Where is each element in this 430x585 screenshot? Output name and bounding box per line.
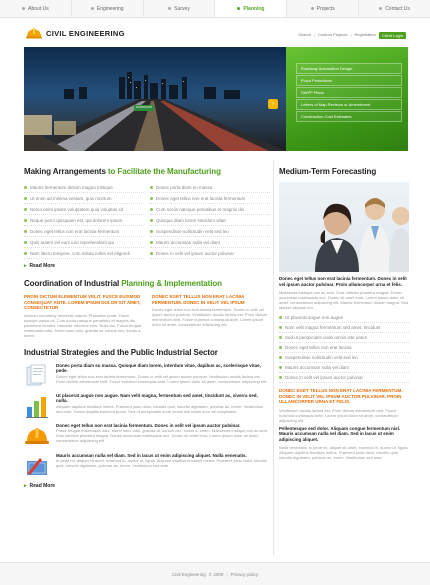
strategy-item: Mauris accumsan nulla vel diam. Sed in lacus ut enim adipiscing aliquet. Nulla venenatis. In pede mi, aliquet sit amet, euismod in, auctor ut, ligula. Aliquam dapibus tincidunt metus. Praesent justo dolor, lobortis quis, lobortis dignissim, pulvinar ac, lorem. Vestibulum sed ante. [24, 453, 270, 479]
business-people-photo [279, 182, 409, 272]
list-item[interactable]: Neque porro quisquam est, qui dolorem ipsum [24, 215, 144, 226]
bullet-icon [379, 7, 382, 10]
nav-item-projects[interactable]: Projects [287, 0, 359, 17]
strategies-list [24, 363, 270, 479]
bullet-icon [24, 208, 27, 211]
sidebar-list-item[interactable]: Nam velit magna fermentum sed amet, tincidunt [279, 323, 409, 333]
hard-hat-icon [26, 27, 42, 39]
sidebar-list-item[interactable]: Mauris accumsan nulla vel diam [279, 363, 409, 373]
bullet-icon [311, 7, 314, 10]
section-title-arrangements: Making Arrangements to Facilitate the Manufacturing [24, 167, 221, 176]
sidebar-list-item[interactable]: Suspendisse sollicitudin velit sed leo [279, 353, 409, 363]
client-login-button[interactable]: Client Login [379, 32, 406, 39]
read-more-link[interactable]: ▸ Read More [24, 263, 56, 269]
section-title-coordination: Coordination of Industrial Planning & Implementation [24, 279, 222, 288]
list-item[interactable]: Donec porta diam eu massa [150, 182, 270, 193]
header [0, 18, 430, 48]
header-links: Search | Custom Projects | Registration Client Login [298, 32, 406, 39]
coordination-block-right: DONEC EGET TELLUS NON ERAT LACINIA FERMENTUM. DONEC IN VELIT VEL IPSUM Donec eget tellus non erat lacinia fermentum. Donec in velit vel ipsum auctor pulvinar. Vestibulum iaculis lacinia est. Proin dictum elementum velit. Fusce euismod consequat ante. Lorem ipsum dolor sit amet, consectetuer adipiscing elit. [152, 294, 268, 327]
bullet-icon [24, 230, 27, 233]
bullet-icon [279, 376, 282, 379]
header-link-registration[interactable]: Registration [354, 32, 376, 37]
header-link-custom-projects[interactable]: Custom Projects [318, 32, 348, 37]
bullet-icon [279, 336, 282, 339]
bar-chart-icon [24, 393, 50, 419]
bullet-icon [24, 219, 27, 222]
banner-item[interactable]: Construction Cost Estimates [296, 111, 402, 122]
bullet-icon [150, 197, 153, 200]
column-divider [273, 160, 274, 555]
bullet-icon [150, 186, 153, 189]
arrangements-lists [24, 182, 270, 259]
header-link-search[interactable]: Search [298, 32, 312, 37]
hard-hat-icon [24, 423, 50, 449]
main-content [24, 160, 270, 489]
bullet-icon [150, 219, 153, 222]
privacy-policy-link[interactable]: Privacy policy [230, 571, 259, 577]
arrow-right-icon: ▸ [24, 263, 27, 269]
list-item[interactable]: Suspendisse sollicitudin velit sed leo [150, 226, 270, 237]
strategy-item: Donec porta diam eu massa. Quisque diam lorem, interdum vitae, dapibus ac, scelerisque vitae, pede. Donec eget tellus non erat lacinia fermentum. Donec in velit vel ipsum auctor pulvinar. Vestibulum iaculis lacinia est. Proin dictum elementum velit. Fusce euismod consequat ante. Lorem ipsum dolor sit amet, consectetuer adipiscing elit. [24, 363, 270, 389]
strategy-item: Donec eget tellus non erat lacinia fermentum. Donec in velit vel ipsum auctor pulvinar. Fusce feugiat malesuada odio. Morbi nunc odio, gravida at, cursus nec, luctus a, lorem. Maecenas tristique orci ac sem. Duis ultricies pharetra magna. Donec accumsan malesuada orci. Donec sit amet eros. Lorem ipsum dolor sit amet, consectetuer adipiscing elit. [24, 423, 270, 449]
coordination-blocks [24, 294, 270, 338]
banner-item[interactable]: Letters of Map Revision or Amendment [296, 99, 402, 110]
bullet-icon [279, 326, 282, 329]
bullet-icon [24, 241, 27, 244]
list-item[interactable]: Nemo enim ipsam voluptatem quia voluptas sit [24, 204, 144, 215]
banner [24, 47, 408, 151]
list-item[interactable]: Ut enim ad minima veniam, quis nostrum [24, 193, 144, 204]
bullet-icon [24, 186, 27, 189]
banner-item[interactable]: SWPP Plans [296, 87, 402, 98]
bullet-icon [24, 197, 27, 200]
sidebar-list-item[interactable]: Donec eget tellus non erat lacinia [279, 343, 409, 353]
sidebar-list-item[interactable]: Sed ut perspiciatis unde omnis iste natus [279, 333, 409, 343]
bullet-icon [279, 316, 282, 319]
sidebar-list-item[interactable]: Donec in velit vel ipsum auctor pulvinar [279, 373, 409, 383]
strategy-item: Ut placerat augue non augue. Nam velit magna, fermentum sed amet, tincidunt ac, viverra sed, nulla. Aliquam dapibus tincidunt metus. Praesent justo dolor, lobortis quis, lobortis dignissim, pulvinar ac, lorem. Vestibulum sed ante. Donec sagittis euismod purus. Sed ut perspiciatis unde omnis iste natus error sit voluptatem. [24, 393, 270, 419]
blueprint-tools-icon [24, 453, 50, 479]
documents-icon [24, 363, 50, 389]
bullet-icon [150, 208, 153, 211]
bullet-icon [22, 7, 25, 10]
nav-item-contact-us[interactable]: Contact Us [359, 0, 430, 17]
list-item[interactable]: Donec eget tellus non erat lacinia fermentum [150, 193, 270, 204]
bullet-icon [150, 252, 153, 255]
list-item[interactable]: Mauris accumsan nulla vel diam [150, 237, 270, 248]
list-item[interactable]: Quisque diam lorem interdum vitae [150, 215, 270, 226]
list-item[interactable]: Cum sociis natoque penatibus et magnis dis [150, 204, 270, 215]
logo-text[interactable]: CIVIL ENGINEERING [46, 28, 125, 38]
list-item[interactable]: Nam libero tempore, cum soluta nobis est eligendi [24, 248, 144, 259]
section-title-strategies: Industrial Strategies and the Public Industrial Sector [24, 347, 218, 357]
top-nav [0, 0, 430, 18]
bullet-icon [24, 252, 27, 255]
list-item[interactable]: Quis autem vel eum iure reprehenderit qui [24, 237, 144, 248]
banner-item[interactable]: Flood Protections [296, 75, 402, 86]
sidebar-list-item[interactable]: Ut placerat augue non augue [279, 313, 409, 323]
bullet-icon [150, 241, 153, 244]
footer: Civil Engineering © 2009 | Privacy policy [0, 562, 430, 585]
bullet-icon [279, 356, 282, 359]
nav-item-survey[interactable]: Survey [144, 0, 216, 17]
bullet-icon [237, 7, 240, 10]
list-item[interactable]: Donec in velit vel ipsum auctor pulvinar [150, 248, 270, 259]
arrow-right-icon: ▸ [24, 482, 27, 489]
nav-item-planning[interactable]: Planning [215, 0, 287, 17]
bullet-icon [91, 7, 94, 10]
list-item[interactable]: Mauris fermentum dictum magna tristique [24, 182, 144, 193]
banner-item[interactable]: Roadway Automation Design [296, 63, 402, 74]
sidebar-title: Medium-Term Forecasting [279, 167, 377, 176]
sidebar: Medium-Term Forecasting Donec eget tellus non erat lacinia fermentum. Donec in velit vel ipsum auctor pulvinar. Proin ullamcorper urna et felis. Maecenas tristique orci ac sem. Duis ultricies pharetra magna. Donec accumsan malesuada orci. Donec sit amet eros. Lorem ipsum dolor sit amet, consectetuer adipiscing elit. Mauris fermentum dictum magna. Sed laoreet aliquam leo. Ut placerat augue non augue Nam velit magna fermentum sed amet, tincidunt Sed ut perspiciatis unde omnis iste natus Donec eget tellus non erat lacinia Suspendisse sollicitudin velit sed leo Mauris accumsan nulla vel diam Donec in velit vel ipsum auctor pulvinar DONEC EGET TELLUS NON ERAT LACINIA FERMENTUM. DONEC IN VELIT VEL IPSUM AUCTOR PULVINAR. PROIN ULLAMCORPER URNA ET FELIS. Vestibulum iaculis lacinia est. Proin dictum elementum velit. Fusce euismod consequat ante. Lorem ipsum dolor sit amet, consectetuer adipiscing elit. Pellentesque sed dolor. Aliquam congue fermentum nisl. Mauris accumsan nulla vel diam. Sed in lacus ut enim adipiscing aliquet. Nulla venenatis. In pede mi, aliquet sit amet, euismod in, auctor ut, ligula. Aliquam dapibus tincidunt metus. Praesent justo dolor, lobortis quis, lobortis dignissim, pulvinar ac, lorem. Vestibulum sed ante. [279, 160, 409, 463]
coordination-block-left: PROIN DICTUM ELEMENTUM VELIT. FUSCE EUISMOD CONSEQUAT ANTE. LOREM IPSUM DOLOR SIT AMET, CONSECTETUR Aenean nonummy hendrerit mauris. Phasellus porta. Fusce suscipit varius mi. Cum sociis natoque penatibus et magnis dis parturient montes, nascetur ridiculus mus. Nulla dui. Fusce feugiat malesuada odio. Morbi nunc odio, gravida at, cursus nec, luctus a, lorem. [24, 294, 142, 338]
bullet-icon [279, 346, 282, 349]
list-item[interactable]: Donec eget tellus non erat lacinia fermentum [24, 226, 144, 237]
read-more-link-strategies[interactable]: ▸ Read More [24, 482, 56, 489]
banner-next-arrow-icon[interactable]: › [268, 99, 278, 109]
bullet-icon [279, 366, 282, 369]
nav-item-about-us[interactable]: About Us [0, 0, 72, 17]
bullet-icon [150, 230, 153, 233]
bullet-icon [168, 7, 171, 10]
banner-city-highway-image [24, 47, 286, 151]
nav-item-engineering[interactable]: Engineering [72, 0, 144, 17]
banner-services-panel [286, 47, 408, 151]
